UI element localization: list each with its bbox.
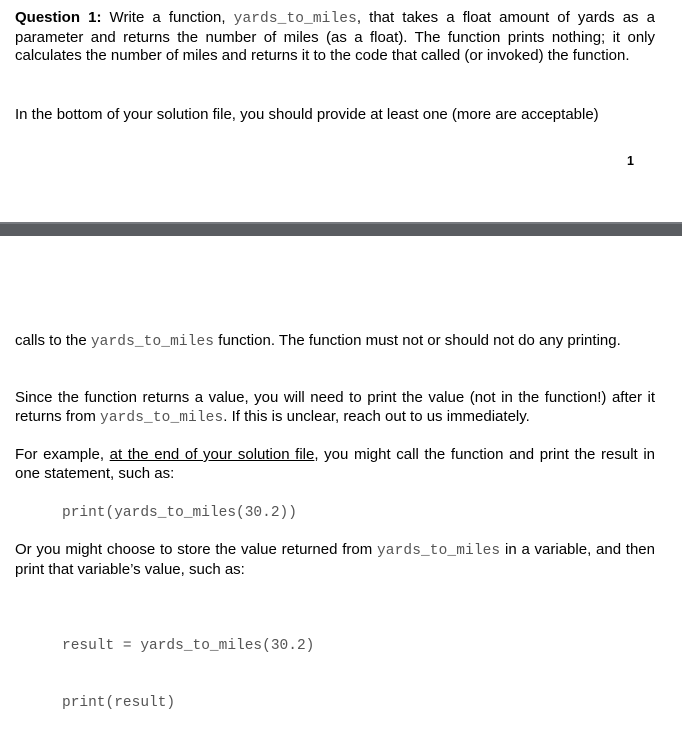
- example-paragraph: [15, 446, 655, 483]
- question-1-paragraph: [15, 9, 655, 66]
- code-line-1: result = yards_to_miles(30.2): [62, 638, 315, 654]
- page-break-divider: [0, 222, 682, 236]
- store-value-paragraph: [15, 541, 655, 579]
- document-page-2: [0, 236, 682, 711]
- solution-file-paragraph: In the bottom of your solution file, you should provide at least one (more are acceptable): [15, 106, 599, 123]
- calls-paragraph: [15, 332, 655, 352]
- question-text-start: Write a function,: [101, 9, 234, 26]
- end-of-file-underlined: at the end of your solution file: [109, 446, 315, 463]
- code-line-2: print(result): [62, 695, 176, 711]
- return-text-end: . If this is unclear, reach out to us immediately.: [223, 407, 530, 425]
- function-name-code: yards_to_miles: [377, 543, 501, 559]
- store-text-start: Or you might choose to store the value returned from: [15, 541, 377, 558]
- return-text-start: Since the function returns a value, you will need to print the value (not in the function!) after it returns from: [15, 389, 655, 425]
- example-text-end: , you might call the function and print the result in one statement, such as:: [15, 446, 655, 482]
- code-example-1: print(yards_to_miles(30.2)): [62, 505, 297, 521]
- function-name-code: yards_to_miles: [233, 11, 357, 27]
- function-name-code: yards_to_miles: [100, 409, 224, 426]
- question-text-end: , that takes a float amount of yards as a parameter and returns the number of miles (as a float). The function prints nothing; it only calculates the number of miles and returns it to the code that called (or invoked) the function.: [15, 9, 655, 64]
- page-number: 1: [627, 154, 634, 168]
- example-text-start: For example,: [15, 446, 110, 463]
- code-example-2: [62, 599, 314, 751]
- store-text-end: in a variable, and then print that variable’s value, such as:: [15, 541, 655, 578]
- return-value-paragraph: [15, 389, 655, 427]
- calls-text-start: calls to the: [15, 332, 91, 349]
- document-page-1: [0, 0, 682, 222]
- function-name-code: yards_to_miles: [90, 334, 215, 350]
- calls-text-end: function. The function must not or should not do any printing.: [214, 332, 621, 349]
- question-label: Question 1:: [15, 9, 102, 26]
